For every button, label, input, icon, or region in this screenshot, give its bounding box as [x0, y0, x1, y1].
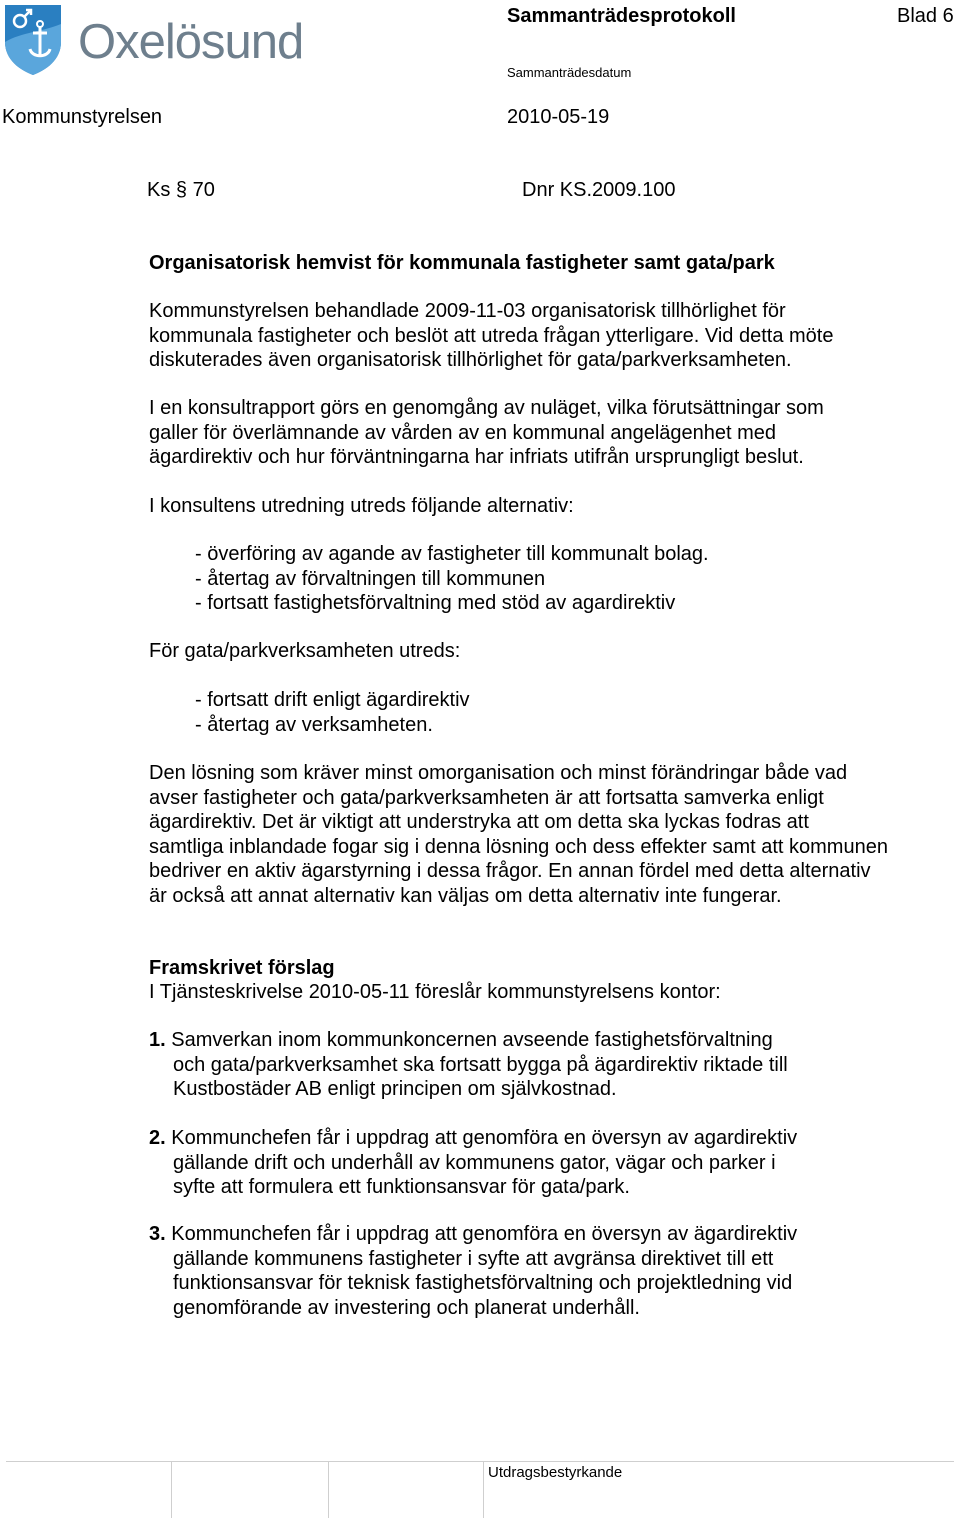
- text-line: och gata/parkverksamhet ska fortsatt bygga på ägardirektiv riktade till: [173, 1053, 788, 1076]
- footer-cell-divider: [483, 1461, 484, 1518]
- text-line: galler för överlämnande av vården av en kommunal angelägenhet med: [149, 421, 777, 444]
- text-line: Kommunchefen får i uppdrag att genomföra en översyn av ägardirektiv: [171, 1223, 798, 1245]
- text-line: avser fastigheter och gata/parkverksamheten är att fortsatta samverka enligt: [149, 786, 824, 809]
- proposal-heading: Framskrivet förslag: [149, 957, 335, 979]
- item-number: 2.: [149, 1127, 166, 1149]
- text-line: Den lösning som kräver minst omorganisation och minst förändringar både vad: [149, 762, 848, 784]
- proposal-item-2: [149, 1126, 797, 1200]
- text-line: Samverkan inom kommunkoncernen avseende fastighetsförvaltning: [171, 1029, 773, 1051]
- alternatives-list: [195, 542, 709, 616]
- text-line: Kommunstyrelsen behandlade 2009-11-03 organisatorisk tillhörlighet för: [149, 300, 786, 322]
- list-item: - fortsatt drift enligt ägardirektiv: [195, 689, 470, 711]
- meeting-date: 2010-05-19: [507, 106, 610, 128]
- list-item: - fortsatt fastighetsförvaltning med stöd av agardirektiv: [195, 592, 676, 614]
- text-line: bedriver en aktiv ägarstyrning i dessa frågor. En annan fördel med detta alternativ: [149, 860, 871, 882]
- text-line: I en konsultrapport görs en genomgång av nuläget, vilka förutsättningar som: [149, 397, 824, 419]
- footer-certification-label: Utdragsbestyrkande: [488, 1464, 623, 1481]
- text-line: gällande drift och underhåll av kommunens gator, vägar och parker i: [173, 1151, 776, 1174]
- text-line: ägardirektiv. Det är viktigt att understryka att om detta ska lyckas fodras att: [149, 811, 809, 833]
- list-item: - överföring av agande av fastigheter till kommunalt bolag.: [195, 543, 709, 565]
- text-line: gällande kommunens fastigheter i syfte att avgränsa direktivet till ett: [173, 1247, 774, 1270]
- proposal-item-3: [149, 1222, 797, 1320]
- proposal-item-1: [149, 1028, 788, 1102]
- document-type: Sammanträdesprotokoll: [507, 5, 736, 27]
- page-title: Organisatorisk hemvist för kommunala fastigheter samt gata/park: [149, 252, 775, 274]
- footer-cell-divider: [328, 1461, 329, 1518]
- park-intro: För gata/parkverksamheten utreds:: [149, 640, 461, 662]
- text-line: funktionsansvar för teknisk fastighetsförvaltning och projektledning vid: [173, 1272, 793, 1294]
- proposal-intro: I Tjänsteskrivelse 2010-05-11 föreslår kommunstyrelsens kontor:: [149, 981, 721, 1003]
- footer-divider: [6, 1461, 954, 1462]
- alternatives-intro: I konsultens utredning utreds följande alternativ:: [149, 495, 574, 517]
- text-line: syfte att formulera ett funktionsansvar för gata/park.: [173, 1176, 630, 1198]
- footer-cell-divider: [171, 1461, 172, 1518]
- municipality-crest-icon: [2, 2, 64, 81]
- text-line: genomförande av investering och planerat underhåll.: [173, 1296, 640, 1319]
- text-line: Kustbostäder AB enligt principen om självkostnad.: [173, 1078, 617, 1100]
- list-item: - återtag av verksamheten.: [195, 713, 433, 736]
- organization-name: Kommunstyrelsen: [2, 106, 163, 128]
- item-number: 3.: [149, 1223, 166, 1245]
- text-line: diskuterades även organisatorisk tillhörlighet för gata/parkverksamheten.: [149, 349, 792, 371]
- case-number: Ks § 70: [147, 179, 215, 201]
- paragraph-3: [149, 761, 888, 908]
- paragraph-1: [149, 299, 833, 373]
- text-line: samtliga inblandade fogar sig i denna lösning och dess effekter samt att kommunen: [149, 835, 888, 858]
- text-line: är också att annat alternativ kan väljas om detta alternativ inte fungerar.: [149, 884, 782, 907]
- paragraph-2: [149, 396, 824, 470]
- meeting-date-label: Sammanträdesdatum: [507, 65, 632, 80]
- text-line: kommunala fastigheter och beslöt att utreda frågan ytterligare. Vid detta möte: [149, 324, 834, 347]
- park-list: [195, 688, 470, 737]
- logo-wordmark: Oxelösund: [78, 15, 304, 69]
- text-line: Kommunchefen får i uppdrag att genomföra en översyn av agardirektiv: [171, 1127, 798, 1149]
- diary-number: Dnr KS.2009.100: [522, 179, 676, 201]
- text-line: ägardirektiv och hur förväntningarna har infriats utifrån ursprungligt beslut.: [149, 446, 804, 468]
- page-label: Blad 6: [897, 5, 954, 27]
- list-item: - återtag av förvaltningen till kommunen: [195, 567, 546, 590]
- item-number: 1.: [149, 1029, 166, 1051]
